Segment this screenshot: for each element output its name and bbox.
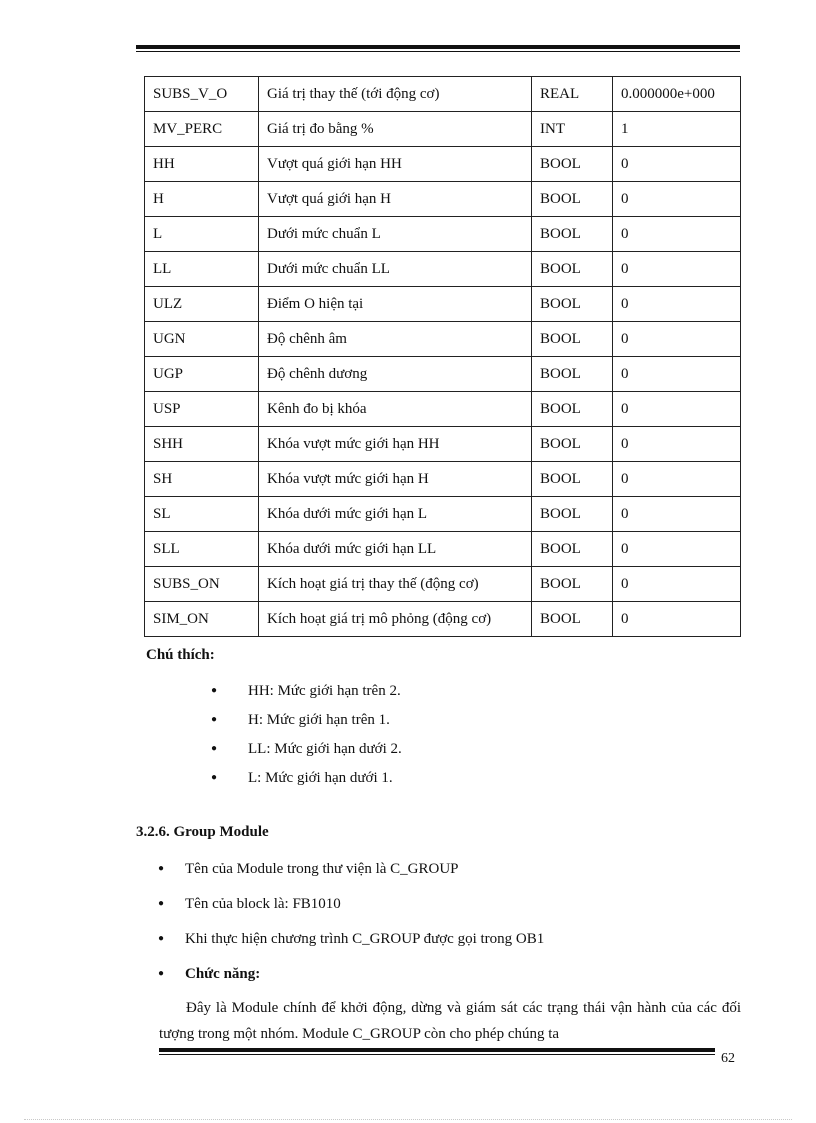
table-row xyxy=(145,462,741,497)
bullet-item: ● Khi thực hiện chương trình C_GROUP được gọi trong OB1 xyxy=(158,930,544,965)
param-type-cell: BOOL xyxy=(532,252,613,287)
table-row xyxy=(145,357,741,392)
param-value-cell: 0 xyxy=(613,287,741,322)
param-value-cell: 0 xyxy=(613,602,741,637)
param-value-cell: 0 xyxy=(613,357,741,392)
page-number: 62 xyxy=(721,1051,735,1066)
param-description-cell: Giá trị thay thế (tới động cơ) xyxy=(259,77,532,112)
param-type-cell: BOOL xyxy=(532,532,613,567)
param-name-cell: SH xyxy=(145,462,259,497)
param-name-cell: H xyxy=(145,182,259,217)
notes-list xyxy=(211,682,402,798)
param-type-cell: BOOL xyxy=(532,392,613,427)
param-value-cell: 0 xyxy=(613,182,741,217)
param-type-cell: BOOL xyxy=(532,357,613,392)
note-item: ● L: Mức giới hạn dưới 1. xyxy=(211,769,402,798)
param-value-cell: 0.000000e+000 xyxy=(613,77,741,112)
note-item: ● H: Mức giới hạn trên 1. xyxy=(211,711,402,740)
section-bullet-list xyxy=(158,860,544,1000)
note-item: ● HH: Mức giới hạn trên 2. xyxy=(211,682,402,711)
table-row xyxy=(145,427,741,462)
param-description-cell: Kênh đo bị khóa xyxy=(259,392,532,427)
param-type-cell: BOOL xyxy=(532,462,613,497)
table-row xyxy=(145,322,741,357)
table-row xyxy=(145,602,741,637)
param-description-cell: Vượt quá giới hạn HH xyxy=(259,147,532,182)
table-row xyxy=(145,497,741,532)
param-type-cell: REAL xyxy=(532,77,613,112)
bullet-item: ● Tên của block là: FB1010 xyxy=(158,895,544,930)
param-name-cell: SLL xyxy=(145,532,259,567)
param-value-cell: 0 xyxy=(613,322,741,357)
section-heading: 3.2.6. Group Module xyxy=(136,824,269,840)
param-description-cell: Vượt quá giới hạn H xyxy=(259,182,532,217)
param-description-cell: Độ chênh âm xyxy=(259,322,532,357)
param-value-cell: 1 xyxy=(613,112,741,147)
bullet-item: ● Tên của Module trong thư viện là C_GROUP xyxy=(158,860,544,895)
table-row xyxy=(145,147,741,182)
param-value-cell: 0 xyxy=(613,392,741,427)
bullet-item-function: ● Chức năng: xyxy=(158,965,544,1000)
param-name-cell: MV_PERC xyxy=(145,112,259,147)
paragraph-text: Đây là Module chính để khởi động, dừng và giám sát các trạng thái vận hành của các đối tượng trong một nhóm. Module C_GROUP còn cho phép chúng ta xyxy=(159,1000,741,1042)
param-description-cell: Kích hoạt giá trị thay thế (động cơ) xyxy=(259,567,532,602)
param-name-cell: UGN xyxy=(145,322,259,357)
param-name-cell: SUBS_ON xyxy=(145,567,259,602)
param-description-cell: Dưới mức chuẩn L xyxy=(259,217,532,252)
param-description-cell: Khóa dưới mức giới hạn L xyxy=(259,497,532,532)
param-name-cell: LL xyxy=(145,252,259,287)
param-description-cell: Khóa vượt mức giới hạn H xyxy=(259,462,532,497)
param-type-cell: BOOL xyxy=(532,567,613,602)
param-name-cell: ULZ xyxy=(145,287,259,322)
param-type-cell: BOOL xyxy=(532,217,613,252)
param-name-cell: SIM_ON xyxy=(145,602,259,637)
param-name-cell: UGP xyxy=(145,357,259,392)
param-type-cell: BOOL xyxy=(532,427,613,462)
param-name-cell: USP xyxy=(145,392,259,427)
notes-heading: Chú thích: xyxy=(146,647,215,663)
table-row xyxy=(145,392,741,427)
table-row xyxy=(145,112,741,147)
param-value-cell: 0 xyxy=(613,497,741,532)
param-value-cell: 0 xyxy=(613,252,741,287)
param-value-cell: 0 xyxy=(613,532,741,567)
table-row xyxy=(145,182,741,217)
header-rule xyxy=(136,45,740,52)
param-name-cell: SHH xyxy=(145,427,259,462)
table-row xyxy=(145,567,741,602)
param-type-cell: BOOL xyxy=(532,287,613,322)
param-value-cell: 0 xyxy=(613,462,741,497)
parameter-table xyxy=(144,76,741,637)
param-description-cell: Dưới mức chuẩn LL xyxy=(259,252,532,287)
param-description-cell: Khóa vượt mức giới hạn HH xyxy=(259,427,532,462)
param-type-cell: BOOL xyxy=(532,497,613,532)
param-name-cell: SUBS_V_O xyxy=(145,77,259,112)
param-value-cell: 0 xyxy=(613,147,741,182)
param-type-cell: BOOL xyxy=(532,147,613,182)
table-row xyxy=(145,217,741,252)
param-type-cell: INT xyxy=(532,112,613,147)
param-description-cell: Kích hoạt giá trị mô phỏng (động cơ) xyxy=(259,602,532,637)
footer-rule xyxy=(159,1048,715,1055)
param-description-cell: Độ chênh dương xyxy=(259,357,532,392)
table-row xyxy=(145,77,741,112)
param-value-cell: 0 xyxy=(613,217,741,252)
param-name-cell: L xyxy=(145,217,259,252)
param-name-cell: HH xyxy=(145,147,259,182)
page-edge-divider xyxy=(24,1119,792,1120)
note-item: ● LL: Mức giới hạn dưới 2. xyxy=(211,740,402,769)
table-row xyxy=(145,252,741,287)
param-value-cell: 0 xyxy=(613,567,741,602)
table-row xyxy=(145,287,741,322)
param-name-cell: SL xyxy=(145,497,259,532)
param-description-cell: Khóa dưới mức giới hạn LL xyxy=(259,532,532,567)
param-type-cell: BOOL xyxy=(532,322,613,357)
body-paragraph xyxy=(159,995,741,1047)
table-row xyxy=(145,532,741,567)
param-type-cell: BOOL xyxy=(532,182,613,217)
param-description-cell: Điểm O hiện tại xyxy=(259,287,532,322)
param-value-cell: 0 xyxy=(613,427,741,462)
param-description-cell: Giá trị đo bằng % xyxy=(259,112,532,147)
param-type-cell: BOOL xyxy=(532,602,613,637)
